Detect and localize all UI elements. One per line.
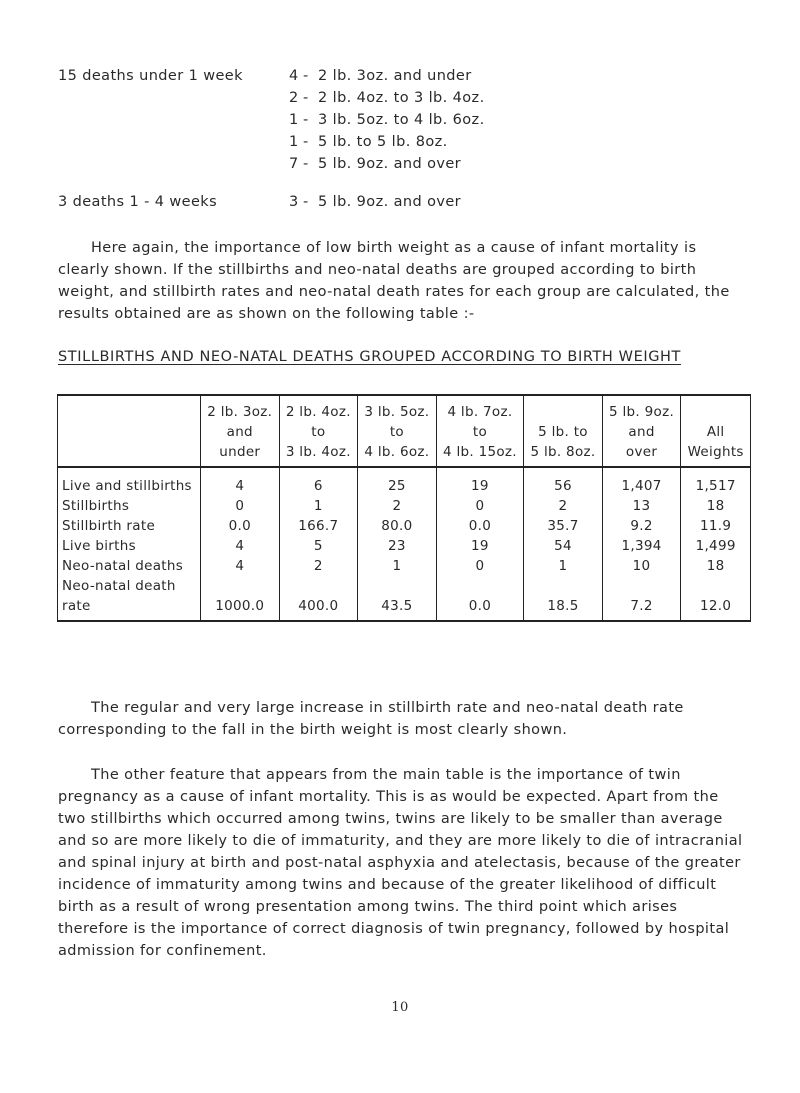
table-cell: 12.0: [681, 596, 751, 621]
weight-range: 5 lb. 9oz. and over: [318, 156, 462, 172]
weight-range: 2 lb. 3oz. and under: [318, 68, 472, 84]
table-cell: 4: [201, 536, 280, 556]
table-cell: 18.5: [524, 596, 603, 621]
table-row: [58, 596, 751, 621]
table-row: [58, 576, 751, 596]
document-page: 15 deaths under 1 week 4 - 2 lb. 3oz. and under 2 - 2 lb. 4oz. to 3 lb. 4oz. 1 - 3 lb. 5oz. to 4 lb. 6oz. 1 - 5 lb. to 5 lb. 8oz. 7 - 5 lb. 9oz. and over 3 deaths 1 - 4 weeks 3 - 5 lb. 9oz. and over Here again, the importance of low birth weight as a cause of infant mortality is clearly shown. If the stillbirths and neo-natal deaths are grouped according to birth weight, and stillbirth rates and neo-natal death rates for each group are calculated, the results obtained are as shown on the following table :- STILLBIRTHS AND NEO-NATAL DEATHS GROUPED ACCORDING TO BIRTH WEIGHT 2 lb. 3oz. and under 2 lb. 4oz. to 3 lb. 4oz. 3 lb. 5oz. to 4 lb. 6oz. 4 lb. 7oz. to 4 lb. 15oz. 5 lb. to 5 lb. 8oz. 5 lb. 9oz. and over All Weights Live and stillbirths 4 6 25 19 56 1,407 1,517 Stillbirths 0 1 2 0 2 13 18 Stillbirth rate 0.0 166.7 80.0 0.0 35.7 9.2 11.9 Live births 4 5 23 19 54 1,394 1,499 Neo-natal deaths 4 2 1 0 1 10 18 Neo-natal death rate 1000.0 400.0 43.5 0.0 18.5 7.2 12.0 The regular and very large increase in stillbirth rate and neo-natal death rate corresponding to the fall in the birth weight is most clearly shown. The other feature that appears from the main table is the importance of twin pregnancy as a cause of infant mortality. This is as would be expected. Apart from the two stillbirths which occurred among twins, twins are likely to be smaller than average and so are more likely to die of immaturity, and they are more likely to die of intracranial and spinal injury at birth and post-natal asphyxia and atelectasis, because of the greater incidence of immaturity among twins and because of the greater likelihood of difficult birth as a result of wrong presentation among twins. The third point which arises therefore is the importance of correct diagnosis of twin pregnancy, followed by hospital admission for confinement. 10: [0, 0, 800, 1093]
death-count: 1: [289, 134, 299, 150]
row-label: Live births: [58, 536, 201, 556]
table-cell: 0.0: [436, 516, 524, 536]
column-header: 4 lb. 7oz. to 4 lb. 15oz.: [436, 395, 524, 467]
column-header: 3 lb. 5oz. to 4 lb. 6oz.: [358, 395, 437, 467]
table-cell: 19: [436, 467, 524, 496]
row-label: rate: [58, 596, 201, 621]
table-cell: [681, 576, 751, 596]
table-row: [58, 516, 751, 536]
table-cell: 2: [279, 556, 358, 576]
table-cell: 0.0: [436, 596, 524, 621]
table-cell: 0: [436, 496, 524, 516]
table-cell: 19: [436, 536, 524, 556]
table-cell: 25: [358, 467, 437, 496]
table-cell: 1,517: [681, 467, 751, 496]
death-count: 4: [289, 68, 299, 84]
column-header: All Weights: [681, 395, 751, 467]
paragraph-2-text: The regular and very large increase in stillbirth rate and neo-natal death rate corresponding to the fall in the birth weight is most clearly shown.: [58, 700, 684, 738]
table-cell: 35.7: [524, 516, 603, 536]
row-label: Stillbirth rate: [58, 516, 201, 536]
table-cell: [358, 576, 437, 596]
weight-range: 5 lb. to 5 lb. 8oz.: [318, 134, 448, 150]
table-row: [58, 536, 751, 556]
birth-weight-table: [57, 394, 751, 622]
table-cell: 56: [524, 467, 603, 496]
paragraph-3: [58, 764, 748, 962]
table-title: STILLBIRTHS AND NEO-NATAL DEATHS GROUPED ACCORDING TO BIRTH WEIGHT: [58, 349, 681, 365]
row-label: Neo-natal deaths: [58, 556, 201, 576]
table-cell: 0: [436, 556, 524, 576]
table-cell: 18: [681, 556, 751, 576]
table-cell: [201, 576, 280, 596]
table-cell: [524, 576, 603, 596]
column-header: 2 lb. 3oz. and under: [201, 395, 280, 467]
death-count: 7: [289, 156, 299, 172]
death-count: 3: [289, 194, 299, 210]
column-header: 5 lb. to 5 lb. 8oz.: [524, 395, 603, 467]
row-label: Live and stillbirths: [58, 467, 201, 496]
table-cell: 1: [358, 556, 437, 576]
death-count: 2: [289, 90, 299, 106]
table-row: [58, 556, 751, 576]
table-cell: 18: [681, 496, 751, 516]
table-header-row: [58, 395, 751, 467]
table-cell: 4: [201, 556, 280, 576]
table-cell: 10: [602, 556, 681, 576]
table-cell: 0: [201, 496, 280, 516]
table-cell: [436, 576, 524, 596]
table-cell: [602, 576, 681, 596]
table-cell: 43.5: [358, 596, 437, 621]
paragraph-3-text: The other feature that appears from the main table is the importance of twin pregnancy as a cause of infant mortality. This is as would be expected. Apart from the two stillbirths which occurred among twins, twins are likely to be smaller than average and so are more likely to die of immaturity, and they are more likely to die of intracranial and spinal injury at birth and post-natal asphyxia and atelectasis, because of the greater incidence of immaturity among twins and because of the greater likelihood of difficult birth as a result of wrong presentation among twins. The third point which arises therefore is the importance of correct diagnosis of twin pregnancy, followed by hospital admission for confinement.: [58, 767, 743, 959]
table-row: [58, 467, 751, 496]
column-header: 5 lb. 9oz. and over: [602, 395, 681, 467]
table-cell: [279, 576, 358, 596]
table-cell: 5: [279, 536, 358, 556]
table-cell: 13: [602, 496, 681, 516]
row-label: Stillbirths: [58, 496, 201, 516]
weight-range: 2 lb. 4oz. to 3 lb. 4oz.: [318, 90, 485, 106]
table-cell: 1: [279, 496, 358, 516]
table-cell: 1,499: [681, 536, 751, 556]
table-cell: 1: [524, 556, 603, 576]
table-row: [58, 496, 751, 516]
intro-paragraph: [58, 237, 748, 325]
intro-text: Here again, the importance of low birth weight as a cause of infant mortality is clearly shown. If the stillbirths and neo-natal deaths are grouped according to birth weight, and stillbirth rates and neo-natal death rates for each group are calculated, the results obtained are as shown on the following table :-: [58, 240, 730, 322]
table-cell: 1,407: [602, 467, 681, 496]
deaths-group-label: 15 deaths under 1 week: [58, 68, 243, 84]
table-cell: 6: [279, 467, 358, 496]
table-cell: 2: [358, 496, 437, 516]
death-count: 1: [289, 112, 299, 128]
table-cell: 400.0: [279, 596, 358, 621]
table-cell: 11.9: [681, 516, 751, 536]
table-cell: 1000.0: [201, 596, 280, 621]
weight-range: 3 lb. 5oz. to 4 lb. 6oz.: [318, 112, 485, 128]
table-cell: 7.2: [602, 596, 681, 621]
row-label-header: [58, 395, 201, 467]
paragraph-2: [58, 697, 748, 741]
table-cell: 9.2: [602, 516, 681, 536]
table-cell: 166.7: [279, 516, 358, 536]
page-number: 10: [391, 1000, 409, 1015]
weight-range: 5 lb. 9oz. and over: [318, 194, 462, 210]
table-cell: 80.0: [358, 516, 437, 536]
row-label: Neo-natal death: [58, 576, 201, 596]
table-cell: 4: [201, 467, 280, 496]
table-cell: 54: [524, 536, 603, 556]
table-cell: 0.0: [201, 516, 280, 536]
deaths-group-label: 3 deaths 1 - 4 weeks: [58, 194, 218, 210]
table-cell: 1,394: [602, 536, 681, 556]
table-cell: 23: [358, 536, 437, 556]
column-header: 2 lb. 4oz. to 3 lb. 4oz.: [279, 395, 358, 467]
table-cell: 2: [524, 496, 603, 516]
